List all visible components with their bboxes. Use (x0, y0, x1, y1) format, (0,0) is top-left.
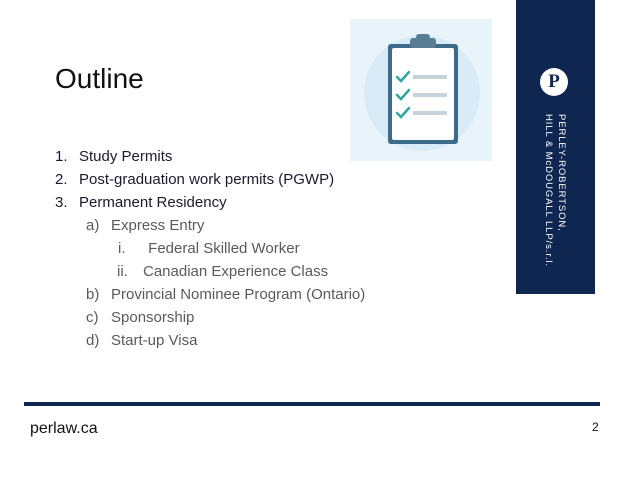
brand-panel (516, 0, 595, 294)
brand-name-line2: HILL & McDOUGALL LLP/s.r.l. (543, 114, 554, 267)
list-marker: i. (118, 240, 126, 257)
list-item-text: Study Permits (79, 148, 173, 165)
clipboard-checklist-icon (350, 19, 492, 161)
list-marker: 1. (55, 148, 68, 165)
list-item-text: Permanent Residency (79, 194, 227, 211)
list-marker: b) (86, 286, 100, 303)
brand-logo-letter: P (548, 71, 560, 92)
list-item (118, 239, 300, 259)
list-item (55, 170, 334, 190)
list-item-text: Provincial Nominee Program (Ontario) (111, 286, 366, 303)
list-item (55, 193, 227, 213)
list-item-text: Start-up Visa (111, 332, 198, 349)
list-item (86, 285, 365, 305)
footer-divider (24, 402, 600, 406)
list-item-text: Express Entry (111, 217, 205, 234)
list-marker: 3. (55, 194, 68, 211)
footer-url: perlaw.ca (30, 420, 98, 437)
list-item (86, 331, 197, 351)
brand-logo (540, 68, 568, 96)
list-item-text: Post-graduation work permits (PGWP) (79, 171, 335, 188)
list-marker: 2. (55, 171, 68, 188)
list-marker: a) (86, 217, 100, 234)
slide-title: Outline (55, 63, 144, 94)
brand-name (542, 114, 568, 267)
list-item-text: Canadian Experience Class (143, 263, 329, 280)
list-marker: c) (86, 309, 99, 326)
page-number: 2 (592, 420, 599, 434)
brand-name-line1: PERLEY-ROBERTSON, (556, 114, 567, 232)
list-item-text: Sponsorship (111, 309, 195, 326)
list-item (86, 216, 204, 236)
list-item (55, 147, 172, 167)
list-marker: d) (86, 332, 100, 349)
clip-art (350, 19, 492, 161)
list-item (117, 262, 328, 282)
list-item (86, 308, 194, 328)
list-item-text: Federal Skilled Worker (144, 240, 300, 257)
list-marker: ii. (117, 263, 128, 280)
